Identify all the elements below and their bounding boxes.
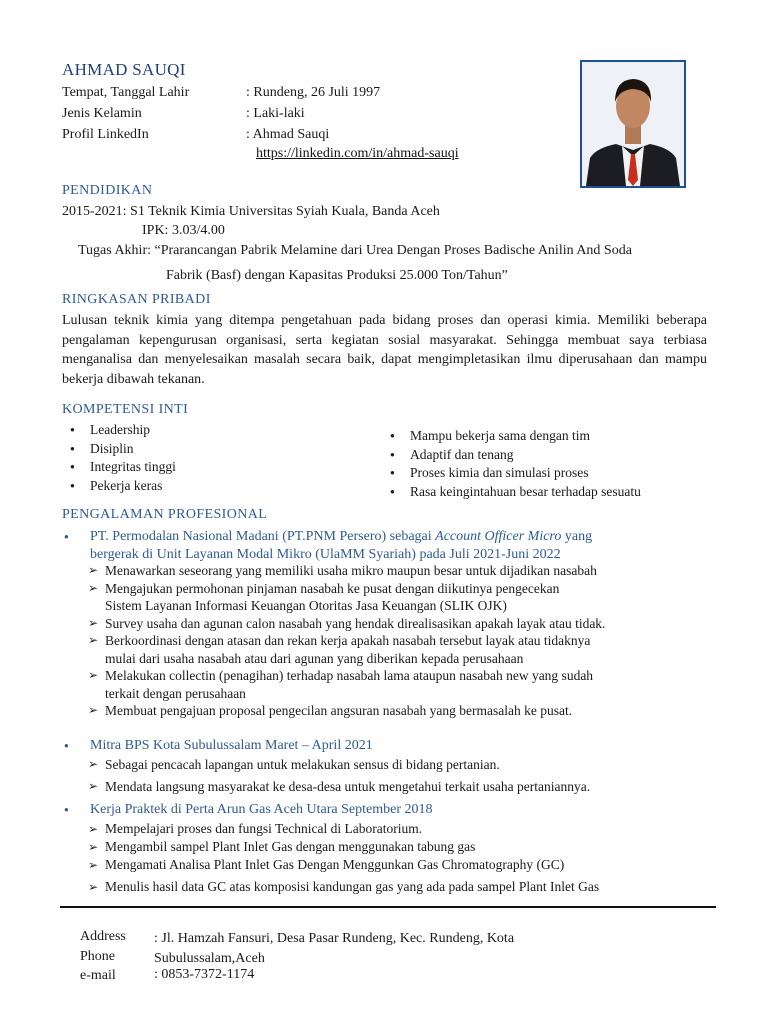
detail-row-birth [0,82,560,103]
list-item: ● Integritas tinggi [70,459,176,474]
email-label: e-mail [80,968,116,983]
arrowhead-bullet-icon: ➢ [88,633,99,647]
arrowhead-bullet-icon: ➢ [88,580,99,595]
bullet-dot-icon: ● [390,468,395,477]
profile-photo-figure [582,62,684,186]
email-value: : 0853-7372-1174 [154,967,255,982]
education-degree: 2015-2021: S1 Teknik Kimia Universitas Syiah Kuala, Banda Aceh [62,204,440,219]
duty-item: ➢ Membuat pengajuan proposal pengecilan angsuran nasabah yang bermasalah ke pusat. [88,703,573,718]
arrowhead-bullet-icon: ➢ [88,880,99,894]
bullet-dot-icon: ● [64,532,69,541]
duty-item: ➢ Mengajukan permohonan pinjaman nasabah ke pusat dengan diikutinya pengecekan Sistem Layanan Informasi Keuangan Otoritas Jasa Keuangan (SLIK OJK) [88,580,560,613]
experience-heading: PENGALAMAN PROFESIONAL [62,507,268,522]
list-item: ● Mampu bekerja sama dengan tim [390,428,590,443]
arrowhead-bullet-icon: ➢ [88,668,99,682]
job-duties-bps [88,755,708,796]
bullet-dot-icon: ● [70,425,75,434]
arrowhead-bullet-icon: ➢ [88,840,99,854]
summary-text: Lulusan teknik kimia yang ditempa pengetahuan pada bidang proses dan operasi kimia. Memiliki beberapa pengalaman kepengurusan organisasi, serta kegiatan sosial masyarakat. Sehingga membuat saya terbiasa menganalisa dan menyelesaikan masalah secara baik, dapat mengimpletasikan ilmu diperusahaan dan mampu bekerja dibawah tekanan. [62,313,707,387]
bullet-dot-icon: ● [390,486,395,496]
arrowhead-bullet-icon: ➢ [88,822,99,836]
bullet-dot-icon: ● [64,741,69,750]
job-title-arun: ● Kerja Praktek di Perta Arun Gas Aceh Utara September 2018 [64,802,433,817]
education-heading: PENDIDIKAN [62,183,153,198]
list-item: ● Proses kimia dan simulasi proses [390,465,589,480]
duty-item: ➢ Mengambil sampel Plant Inlet Gas dengan menggunakan tabung gas [88,839,476,854]
address-value: : Jl. Hamzah Fansuri, Desa Pasar Rundeng, Kec. Rundeng, Kota Subulussalam,Aceh [154,931,515,966]
duty-item: ➢ Mengamati Analisa Plant Inlet Gas Dengan Menggunkan Gas Chromatography (GC) [88,857,565,872]
detail-label: Profil LinkedIn [62,127,149,142]
bullet-dot-icon: ● [64,805,69,814]
education-ipk: IPK: 3.03/4.00 [142,223,225,238]
detail-value: : Ahmad Sauqi [246,127,330,142]
job-title-bps: ● Mitra BPS Kota Subulussalam Maret – April 2021 [64,738,373,753]
detail-label: Jenis Kelamin [62,106,142,121]
education-thesis-line1: Tugas Akhir: “Prarancangan Pabrik Melamine dari Urea Dengan Proses Badische Anilin And Soda [78,243,632,258]
duty-item: ➢ Sebagai pencacah lapangan untuk melakukan sensus di bidang pertanian. [88,757,500,772]
arrowhead-bullet-icon: ➢ [88,757,99,771]
duty-item: ➢ Mendata langsung masyarakat ke desa-desa untuk mengetahui terkait usaha pertaniannya. [88,779,591,794]
duty-item: ➢ Survey usaha dan agunan calon nasabah yang hendak direalisasikan apakah layak atau tidak. [88,615,606,631]
list-item: ● Pekerja keras [70,477,163,493]
bullet-dot-icon: ● [70,462,75,471]
competency-list-left [62,421,362,495]
footer-divider [60,906,716,908]
summary-heading: RINGKASAN PRIBADI [62,292,211,307]
detail-label: Tempat, Tanggal Lahir [62,85,190,100]
list-item: ● Adaptif dan tenang [390,446,514,462]
duty-item: ➢ Berkoordinasi dengan atasan dan rekan kerja apakah nasabah tersebut layak atau tidaknya mulai dari usaha nasabah atau dari agunan yang diberikan kepada perusahaan [88,633,591,666]
detail-value: : Laki-laki [246,106,305,121]
detail-value: : Rundeng, 26 Juli 1997 [246,85,381,100]
candidate-name: AHMAD SAUQI [62,60,186,79]
profile-photo [580,60,686,188]
job-duties-arun [88,820,708,896]
list-item: ● Leadership [70,422,150,437]
detail-row-linkedin [0,124,560,145]
bullet-dot-icon: ● [390,449,395,459]
arrowhead-bullet-icon: ➢ [88,563,99,577]
linkedin-link[interactable]: https://linkedin.com/in/ahmad-sauqi [256,146,459,161]
job-title-pnm: ● PT. Permodalan Nasional Madani (PT.PNM Persero) sebagai Account Officer Micro yang bergerak di Unit Layanan Modal Mikro (UlaMM Syariah) pada Juli 2021-Juni 2022 [64,529,593,562]
duty-item: ➢ Menawarkan seseorang yang memiliki usaha mikro maupun besar untuk dijadikan nasabah [88,563,597,578]
arrowhead-bullet-icon: ➢ [88,779,99,793]
duty-item: ➢ Melakukan collectin (penagihan) terhadap nasabah lama ataupun nasabah new yang sudah terkait dengan perusahaan [88,668,594,701]
detail-row-gender [0,103,560,124]
address-label: Address [80,929,126,944]
bullet-dot-icon: ● [70,443,75,453]
arrowhead-bullet-icon: ➢ [88,703,99,717]
list-item: ● Disiplin [70,440,134,456]
competency-list-right [382,427,722,501]
bullet-dot-icon: ● [390,431,395,440]
job-duties-pnm [88,562,708,720]
arrowhead-bullet-icon: ➢ [88,858,99,872]
arrowhead-bullet-icon: ➢ [88,615,99,630]
competencies-heading: KOMPETENSI INTI [62,402,189,417]
education-thesis-line2: Fabrik (Basf) dengan Kapasitas Produksi 25.000 Ton/Tahun” [166,268,508,283]
duty-item: ➢ Menulis hasil data GC atas komposisi kandungan gas yang ada pada sampel Plant Inlet Gas [88,879,600,894]
list-item: ● Rasa keingintahuan besar terhadap sesuatu [390,483,641,499]
duty-item: ➢ Mempelajari proses dan fungsi Technical di Laboratorium. [88,821,423,836]
phone-label: Phone [80,949,115,964]
bullet-dot-icon: ● [70,480,75,490]
